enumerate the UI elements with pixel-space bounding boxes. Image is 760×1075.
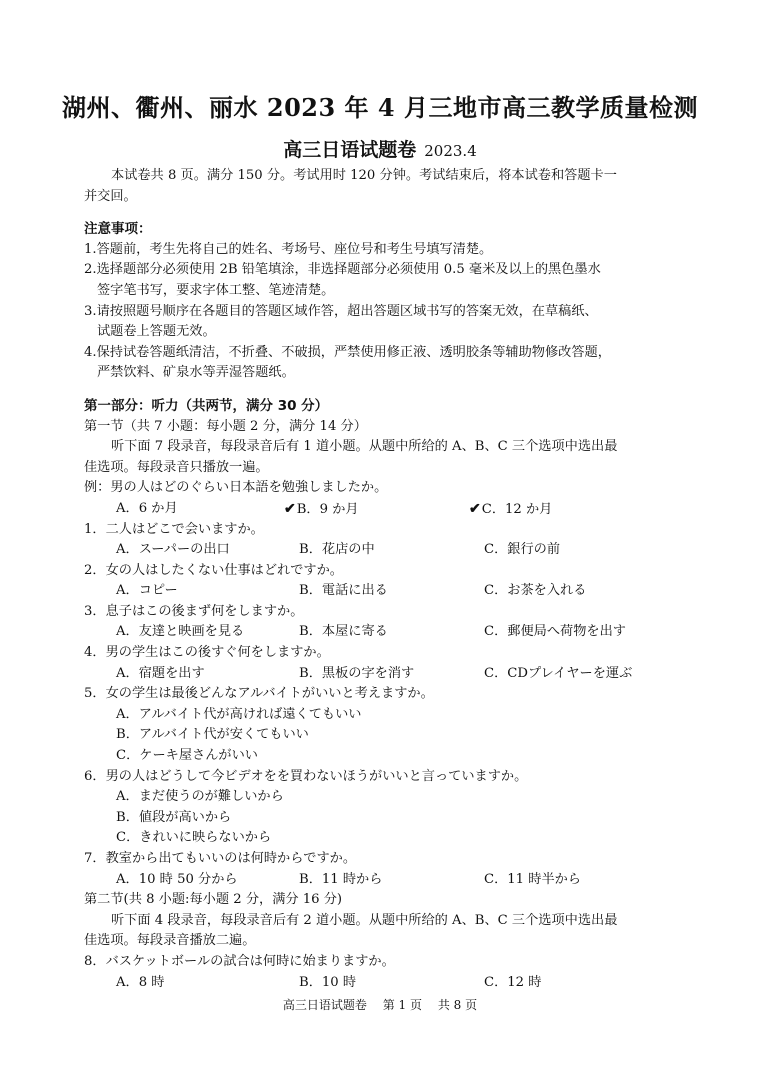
checkmark-icon: ✔ [284, 500, 296, 517]
note-item: 4.保持试卷答题纸清洁，不折叠、不破损，严禁使用修正液、透明胶条等辅助物修改答题， [84, 344, 611, 360]
option-a: A．友達と映画を見る [116, 624, 245, 640]
options-row [84, 540, 684, 561]
part1-heading: 第一部分：听力（共两节，满分 30 分） [84, 397, 329, 414]
question: 5．女の学生は最後どんなアルバイトがいいと考えますか。 [84, 686, 434, 702]
intro-line: 并交回。 [84, 188, 137, 204]
note-item: 1.答题前，考生先将自己的姓名、考场号、座位号和考生号填写清楚。 [84, 241, 493, 257]
example-options [84, 499, 684, 520]
page-footer [0, 996, 760, 1013]
option-a: A．まだ使うのが難しいから [116, 789, 284, 805]
sub-title-text: 高三日语试题卷 [283, 139, 417, 161]
option-a: A．10 時 50 分から [116, 871, 238, 887]
option-b: B．11 時から [299, 871, 383, 887]
sub-title [0, 135, 760, 162]
option-c: C．CDプレイヤーを運ぶ [484, 665, 633, 681]
options-row [84, 973, 684, 994]
option-b: B．花店の中 [299, 542, 375, 558]
section1-instruction: 听下面 7 段录音，每段录音后有 1 道小题。从题中所给的 A、B、C 三个选项中选出最 [111, 439, 618, 455]
option-c: C．郵便局へ荷物を出す [484, 624, 626, 640]
option-b: B．黒板の字を消す [299, 665, 415, 681]
option-c: C．銀行の前 [484, 542, 561, 558]
options-row [84, 870, 684, 891]
question: 2．女の人はしたくない仕事はどれですか。 [84, 562, 343, 578]
option-c-text: C．12 か月 [481, 501, 553, 517]
section1-heading: 第一节（共 7 小题：每小题 2 分，满分 14 分） [84, 418, 367, 434]
question: 7．教室から出てもいいのは何時からですか。 [84, 851, 357, 866]
note-item-cont: 严禁饮料、矿泉水等弄湿答题纸。 [97, 365, 295, 381]
example-question: 例：男の人はどのぐらい日本語を勉強しましたか。 [84, 480, 388, 496]
option-c: C．11 時半から [484, 871, 581, 887]
option-c: C．12 時 [484, 974, 542, 990]
question: 6．男の人はどうして今ビデオをを買わないほうがいいと言っていますか。 [84, 768, 528, 784]
section1-instruction: 佳选项。每段录音只播放一遍。 [84, 459, 269, 475]
option-a: A．宿題を出す [116, 665, 205, 681]
question: 4．男の学生はこの後すぐ何をしますか。 [84, 645, 330, 661]
option-b: B．10 時 [299, 974, 357, 990]
question: 8．バスケットボールの試合は何時に始まりますか。 [84, 953, 395, 969]
exam-date: 2023.4 [424, 142, 477, 160]
options-row [84, 664, 684, 685]
option-a: A．コピー [116, 583, 178, 599]
option-c: C．お茶を入れる [484, 583, 587, 599]
option-c: C．きれいに映らないから [116, 830, 272, 846]
option-c [469, 499, 552, 521]
option-a: A．スーパーの出口 [116, 542, 230, 558]
exam-content [84, 166, 684, 993]
footer-total-pages: 共 8 页 [437, 998, 478, 1012]
notes-heading: 注意事项： [84, 221, 152, 238]
options-row [84, 622, 684, 643]
option-b: B．本屋に寄る [299, 624, 388, 640]
intro-line: 本试卷共 8 页。满分 150 分。考试用时 120 分钟。考试结束后，将本试卷和答题卡一 [111, 168, 617, 183]
option-a: A．6 か月 [116, 500, 178, 516]
checkmark-icon: ✔ [469, 500, 481, 517]
option-b: B．電話に出る [299, 583, 388, 599]
note-item: 2.选择题部分必须使用 2B 铅笔填涂，非选择题部分必须使用 0.5 毫米及以上的黑色墨水 [84, 262, 601, 278]
option-c: C．ケーキ屋さんがいい [116, 748, 258, 764]
section2-heading: 第二节(共 8 小题:每小题 2 分，满分 16 分) [84, 892, 343, 908]
main-title: 湖州、衢州、丽水 2023 年 4 月三地市高三教学质量检测 [62, 93, 698, 122]
section2-instruction: 佳选项。每段录音播放二遍。 [84, 933, 256, 949]
note-item-cont: 签字笔书写，要求字体工整、笔迹清楚。 [97, 282, 335, 298]
option-b [284, 499, 359, 521]
option-b-text: B．9 か月 [296, 501, 359, 517]
note-item-cont: 试题卷上答题无效。 [97, 324, 216, 340]
section2-instruction: 听下面 4 段录音，每段录音后有 2 道小题。从题中所给的 A、B、C 三个选项中选出最 [111, 912, 618, 928]
question: 3．息子はこの後まず何をしますか。 [84, 603, 304, 619]
option-b: B．アルバイト代が安くてもいい [116, 727, 309, 743]
option-a: A．8 時 [116, 974, 165, 990]
option-a: A．アルバイト代が高ければ遠くてもいい [116, 706, 362, 722]
footer-exam-name: 高三日语试题卷 [282, 998, 367, 1012]
note-item: 3.请按照题号顺序在各题目的答题区域作答，超出答题区域书写的答案无效，在草稿纸、 [84, 303, 598, 319]
question: 1．二人はどこで会いますか。 [84, 521, 264, 537]
footer-page-number: 第 1 页 [382, 998, 422, 1012]
options-row [84, 581, 684, 602]
option-b: B．値段が高いから [116, 809, 232, 825]
